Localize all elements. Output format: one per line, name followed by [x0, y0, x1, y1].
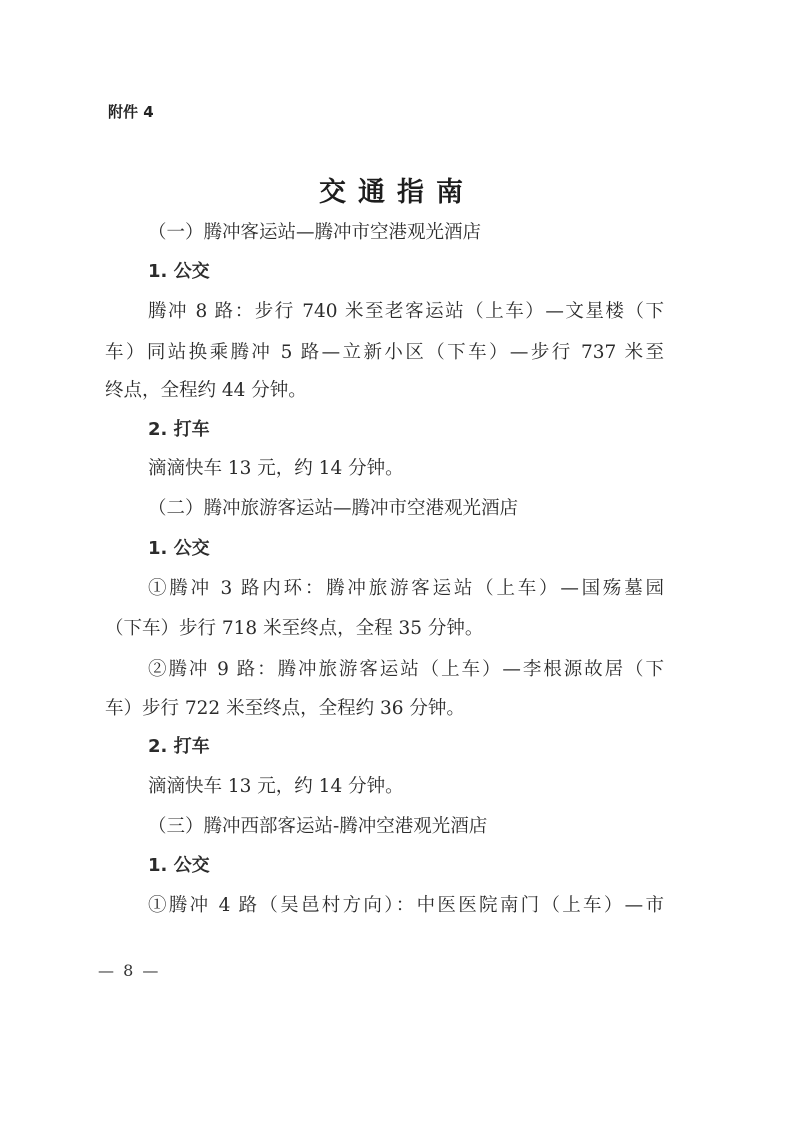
- section-2-bus-line-2: （下车）步行 718 米至终点，全程 35 分钟。: [105, 618, 484, 639]
- section-3-heading: （三）腾冲西部客运站-腾冲空港观光酒店: [148, 816, 488, 837]
- section-2-taxi-text: 滴滴快车 13 元，约 14 分钟。: [148, 776, 404, 797]
- section-1-bus-line-3: 终点，全程约 44 分钟。: [105, 380, 307, 401]
- section-1-heading: （一）腾冲客运站—腾冲市空港观光酒店: [148, 222, 482, 243]
- section-2-bus-line-3: ②腾冲 9 路：腾冲旅游客运站（上车）—李根源故居（下: [148, 659, 664, 680]
- section-3-bus-label: 1. 公交: [148, 855, 210, 876]
- attachment-label: 附件 4: [108, 103, 154, 121]
- section-2-taxi-label: 2. 打车: [148, 736, 210, 757]
- section-1-bus-line-2: 车）同站换乘腾冲 5 路—立新小区（下车）—步行 737 米至: [105, 342, 664, 363]
- section-3-bus-line-1: ①腾冲 4 路（吴邑村方向）：中医医院南门（上车）—市: [148, 895, 664, 916]
- section-1-bus-line-1: 腾冲 8 路：步行 740 米至老客运站（上车）—文星楼（下: [148, 301, 664, 322]
- section-2-bus-line-4: 车）步行 722 米至终点，全程约 36 分钟。: [105, 698, 465, 719]
- page-title: 交通指南: [319, 177, 475, 208]
- section-1-taxi-label: 2. 打车: [148, 419, 210, 440]
- section-2-bus-line-1: ①腾冲 3 路内环：腾冲旅游客运站（上车）—国殇墓园: [148, 578, 664, 599]
- section-1-taxi-text: 滴滴快车 13 元，约 14 分钟。: [148, 458, 404, 479]
- page-number: — 8 —: [98, 961, 161, 980]
- section-2-bus-label: 1. 公交: [148, 538, 210, 559]
- section-2-heading: （二）腾冲旅游客运站—腾冲市空港观光酒店: [148, 498, 519, 519]
- section-1-bus-label: 1. 公交: [148, 261, 210, 282]
